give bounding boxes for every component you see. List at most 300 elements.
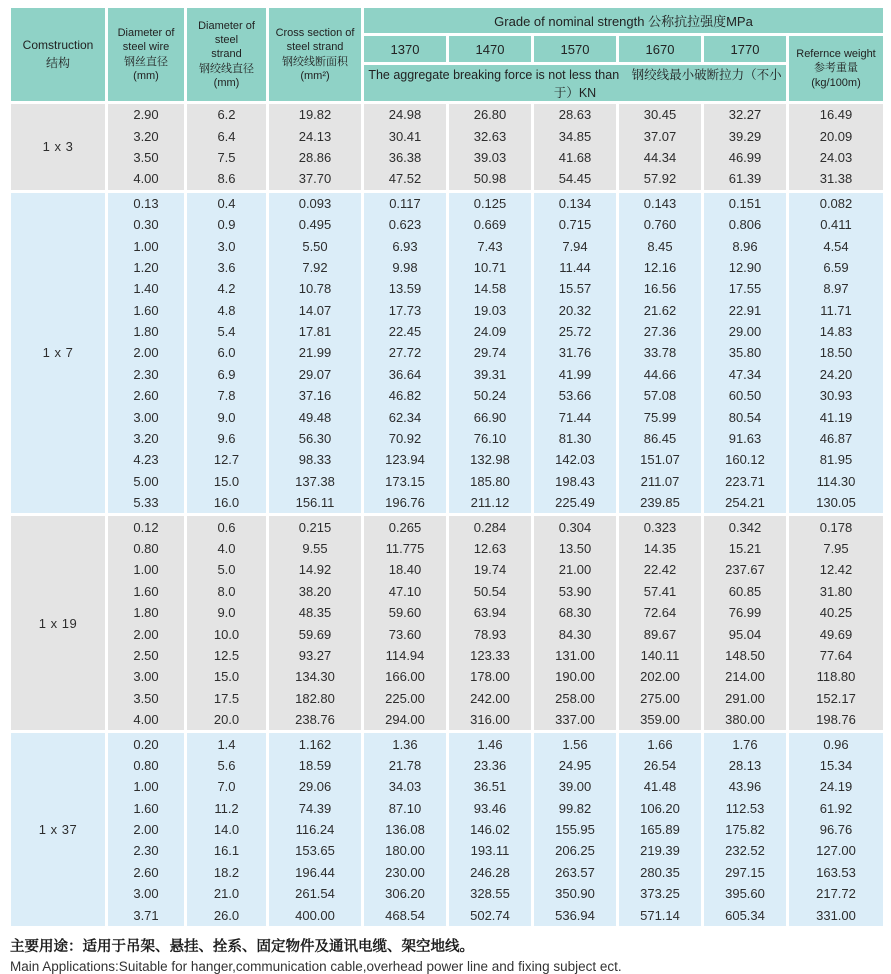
header-row-1 [10, 7, 885, 35]
value-cell: 6.0 [186, 342, 268, 363]
table-row [10, 538, 885, 559]
value-cell: 34.03 [363, 776, 448, 797]
value-cell: 33.78 [618, 342, 703, 363]
value-cell: 14.83 [788, 321, 885, 342]
value-cell: 0.9 [186, 214, 268, 235]
value-cell: 10.78 [268, 278, 363, 299]
value-cell: 75.99 [618, 406, 703, 427]
value-cell: 24.95 [533, 755, 618, 776]
value-cell: 175.82 [703, 819, 788, 840]
value-cell: 95.04 [703, 623, 788, 644]
value-cell: 134.30 [268, 666, 363, 687]
table-header [10, 7, 885, 103]
value-cell: 60.85 [703, 581, 788, 602]
value-cell: 400.00 [268, 904, 363, 925]
value-cell: 114.30 [788, 471, 885, 492]
value-cell: 47.34 [703, 364, 788, 385]
value-cell: 24.03 [788, 147, 885, 168]
value-cell: 71.44 [533, 406, 618, 427]
header-grade-title: Grade of nominal strength 公称抗拉强度MPa [363, 7, 885, 35]
table-row [10, 191, 885, 214]
value-cell: 6.59 [788, 257, 885, 278]
value-cell: 8.97 [788, 278, 885, 299]
value-cell: 77.64 [788, 645, 885, 666]
main-applications-en: Main Applications:Suitable for hanger,communication cable,overhead power line and fixing subject ect. [10, 958, 622, 974]
value-cell: 142.03 [533, 449, 618, 470]
value-cell: 536.94 [533, 904, 618, 925]
table-row [10, 214, 885, 235]
value-cell: 5.4 [186, 321, 268, 342]
value-cell: 123.94 [363, 449, 448, 470]
value-cell: 3.00 [107, 406, 186, 427]
main-applications-zh: 主要用途：适用于吊架、悬挂、拴系、固定物件及通讯电缆、架空地线。 [10, 938, 474, 955]
table-row [10, 147, 885, 168]
value-cell: 112.53 [703, 798, 788, 819]
value-cell: 6.4 [186, 125, 268, 146]
value-cell: 21.99 [268, 342, 363, 363]
value-cell: 16.0 [186, 492, 268, 515]
value-cell: 1.66 [618, 732, 703, 755]
table-row [10, 904, 885, 925]
value-cell: 10.71 [448, 257, 533, 278]
value-cell: 22.45 [363, 321, 448, 342]
value-cell: 151.07 [618, 449, 703, 470]
value-cell: 18.50 [788, 342, 885, 363]
value-cell: 14.07 [268, 300, 363, 321]
header-cross-section: Cross section of steel strand 钢绞线断面积 (mm²) [268, 7, 363, 103]
value-cell: 17.81 [268, 321, 363, 342]
value-cell: 3.0 [186, 235, 268, 256]
value-cell: 15.34 [788, 755, 885, 776]
table-row [10, 300, 885, 321]
value-cell: 19.74 [448, 559, 533, 580]
table-row [10, 819, 885, 840]
value-cell: 10.0 [186, 623, 268, 644]
value-cell: 28.63 [533, 103, 618, 126]
value-cell: 53.90 [533, 581, 618, 602]
value-cell: 5.33 [107, 492, 186, 515]
table-row [10, 385, 885, 406]
value-cell: 84.30 [533, 623, 618, 644]
value-cell: 46.99 [703, 147, 788, 168]
value-cell: 54.45 [533, 168, 618, 191]
value-cell: 2.30 [107, 840, 186, 861]
value-cell: 306.20 [363, 883, 448, 904]
table-row [10, 235, 885, 256]
value-cell: 17.73 [363, 300, 448, 321]
value-cell: 7.0 [186, 776, 268, 797]
value-cell: 214.00 [703, 666, 788, 687]
value-cell: 316.00 [448, 709, 533, 732]
value-cell: 19.03 [448, 300, 533, 321]
value-cell: 1.80 [107, 602, 186, 623]
value-cell: 238.76 [268, 709, 363, 732]
value-cell: 0.495 [268, 214, 363, 235]
value-cell: 21.78 [363, 755, 448, 776]
value-cell: 73.60 [363, 623, 448, 644]
value-cell: 198.76 [788, 709, 885, 732]
value-cell: 1.60 [107, 300, 186, 321]
value-cell: 196.44 [268, 862, 363, 883]
value-cell: 4.00 [107, 168, 186, 191]
value-cell: 93.46 [448, 798, 533, 819]
value-cell: 8.45 [618, 235, 703, 256]
value-cell: 263.57 [533, 862, 618, 883]
value-cell: 571.14 [618, 904, 703, 925]
table-row [10, 862, 885, 883]
value-cell: 12.5 [186, 645, 268, 666]
construction-group-label: 1 x 37 [10, 732, 107, 926]
value-cell: 140.11 [618, 645, 703, 666]
value-cell: 350.90 [533, 883, 618, 904]
value-cell: 5.0 [186, 559, 268, 580]
value-cell: 18.2 [186, 862, 268, 883]
header-reference-weight: Refernce weight 参考重量 (kg/100m) [788, 35, 885, 103]
value-cell: 9.55 [268, 538, 363, 559]
table-row [10, 342, 885, 363]
value-cell: 0.178 [788, 515, 885, 538]
value-cell: 22.91 [703, 300, 788, 321]
table-row [10, 776, 885, 797]
value-cell: 1.80 [107, 321, 186, 342]
value-cell: 0.265 [363, 515, 448, 538]
value-cell: 63.94 [448, 602, 533, 623]
value-cell: 211.07 [618, 471, 703, 492]
value-cell: 0.093 [268, 191, 363, 214]
value-cell: 11.71 [788, 300, 885, 321]
construction-group-label: 1 x 3 [10, 103, 107, 192]
value-cell: 131.00 [533, 645, 618, 666]
table-row [10, 406, 885, 427]
value-cell: 68.30 [533, 602, 618, 623]
value-cell: 1.4 [186, 732, 268, 755]
value-cell: 7.92 [268, 257, 363, 278]
value-cell: 165.89 [618, 819, 703, 840]
table-row [10, 581, 885, 602]
value-cell: 31.76 [533, 342, 618, 363]
value-cell: 19.82 [268, 103, 363, 126]
value-cell: 123.33 [448, 645, 533, 666]
table-body [10, 103, 885, 926]
value-cell: 41.99 [533, 364, 618, 385]
value-cell: 39.31 [448, 364, 533, 385]
value-cell: 359.00 [618, 709, 703, 732]
value-cell: 373.25 [618, 883, 703, 904]
value-cell: 395.60 [703, 883, 788, 904]
value-cell: 20.32 [533, 300, 618, 321]
value-cell: 46.82 [363, 385, 448, 406]
value-cell: 26.0 [186, 904, 268, 925]
value-cell: 41.19 [788, 406, 885, 427]
value-cell: 3.20 [107, 125, 186, 146]
value-cell: 12.42 [788, 559, 885, 580]
value-cell: 29.07 [268, 364, 363, 385]
value-cell: 28.86 [268, 147, 363, 168]
value-cell: 37.16 [268, 385, 363, 406]
value-cell: 331.00 [788, 904, 885, 925]
value-cell: 1.56 [533, 732, 618, 755]
value-cell: 6.2 [186, 103, 268, 126]
value-cell: 32.63 [448, 125, 533, 146]
value-cell: 0.143 [618, 191, 703, 214]
table-row [10, 709, 885, 732]
value-cell: 0.342 [703, 515, 788, 538]
table-row [10, 364, 885, 385]
value-cell: 36.51 [448, 776, 533, 797]
value-cell: 280.35 [618, 862, 703, 883]
value-cell: 114.94 [363, 645, 448, 666]
table-row [10, 168, 885, 191]
value-cell: 93.27 [268, 645, 363, 666]
value-cell: 2.30 [107, 364, 186, 385]
table-row [10, 321, 885, 342]
value-cell: 91.63 [703, 428, 788, 449]
value-cell: 0.80 [107, 538, 186, 559]
value-cell: 50.54 [448, 581, 533, 602]
value-cell: 96.76 [788, 819, 885, 840]
table-row [10, 666, 885, 687]
value-cell: 3.50 [107, 147, 186, 168]
value-cell: 178.00 [448, 666, 533, 687]
value-cell: 0.323 [618, 515, 703, 538]
value-cell: 130.05 [788, 492, 885, 515]
value-cell: 0.96 [788, 732, 885, 755]
value-cell: 1.00 [107, 776, 186, 797]
table-row [10, 883, 885, 904]
value-cell: 0.715 [533, 214, 618, 235]
value-cell: 20.0 [186, 709, 268, 732]
value-cell: 217.72 [788, 883, 885, 904]
value-cell: 225.00 [363, 688, 448, 709]
value-cell: 1.40 [107, 278, 186, 299]
value-cell: 173.15 [363, 471, 448, 492]
value-cell: 3.00 [107, 666, 186, 687]
value-cell: 0.80 [107, 755, 186, 776]
value-cell: 49.48 [268, 406, 363, 427]
construction-group-label: 1 x 19 [10, 515, 107, 732]
value-cell: 56.30 [268, 428, 363, 449]
value-cell: 242.00 [448, 688, 533, 709]
value-cell: 1.60 [107, 581, 186, 602]
value-cell: 59.60 [363, 602, 448, 623]
value-cell: 7.5 [186, 147, 268, 168]
value-cell: 29.06 [268, 776, 363, 797]
value-cell: 34.85 [533, 125, 618, 146]
table-row [10, 602, 885, 623]
value-cell: 291.00 [703, 688, 788, 709]
value-cell: 163.53 [788, 862, 885, 883]
value-cell: 1.00 [107, 235, 186, 256]
value-cell: 0.151 [703, 191, 788, 214]
value-cell: 468.54 [363, 904, 448, 925]
value-cell: 30.93 [788, 385, 885, 406]
table-row [10, 688, 885, 709]
table-row [10, 125, 885, 146]
value-cell: 36.64 [363, 364, 448, 385]
value-cell: 254.21 [703, 492, 788, 515]
value-cell: 152.17 [788, 688, 885, 709]
value-cell: 502.74 [448, 904, 533, 925]
table-row [10, 623, 885, 644]
table-row [10, 515, 885, 538]
table-row [10, 559, 885, 580]
value-cell: 47.10 [363, 581, 448, 602]
value-cell: 39.03 [448, 147, 533, 168]
value-cell: 4.0 [186, 538, 268, 559]
table-row [10, 755, 885, 776]
value-cell: 202.00 [618, 666, 703, 687]
value-cell: 198.43 [533, 471, 618, 492]
value-cell: 2.90 [107, 103, 186, 126]
header-strand-diameter: Diameter of steel strand 钢绞线直径 (mm) [186, 7, 268, 103]
value-cell: 87.10 [363, 798, 448, 819]
value-cell: 185.80 [448, 471, 533, 492]
value-cell: 196.76 [363, 492, 448, 515]
value-cell: 3.6 [186, 257, 268, 278]
value-cell: 18.40 [363, 559, 448, 580]
value-cell: 232.52 [703, 840, 788, 861]
value-cell: 44.34 [618, 147, 703, 168]
value-cell: 23.36 [448, 755, 533, 776]
value-cell: 37.07 [618, 125, 703, 146]
value-cell: 61.92 [788, 798, 885, 819]
value-cell: 50.24 [448, 385, 533, 406]
value-cell: 297.15 [703, 862, 788, 883]
value-cell: 337.00 [533, 709, 618, 732]
value-cell: 5.6 [186, 755, 268, 776]
value-cell: 8.96 [703, 235, 788, 256]
value-cell: 8.6 [186, 168, 268, 191]
value-cell: 70.92 [363, 428, 448, 449]
value-cell: 2.00 [107, 342, 186, 363]
value-cell: 39.29 [703, 125, 788, 146]
value-cell: 6.9 [186, 364, 268, 385]
value-cell: 46.87 [788, 428, 885, 449]
value-cell: 0.20 [107, 732, 186, 755]
value-cell: 9.0 [186, 602, 268, 623]
value-cell: 148.50 [703, 645, 788, 666]
value-cell: 74.39 [268, 798, 363, 819]
value-cell: 43.96 [703, 776, 788, 797]
value-cell: 98.33 [268, 449, 363, 470]
value-cell: 14.0 [186, 819, 268, 840]
value-cell: 2.00 [107, 623, 186, 644]
value-cell: 57.92 [618, 168, 703, 191]
value-cell: 18.59 [268, 755, 363, 776]
value-cell: 4.8 [186, 300, 268, 321]
value-cell: 86.45 [618, 428, 703, 449]
value-cell: 1.60 [107, 798, 186, 819]
value-cell: 24.09 [448, 321, 533, 342]
table-row [10, 492, 885, 515]
value-cell: 0.082 [788, 191, 885, 214]
value-cell: 32.27 [703, 103, 788, 126]
value-cell: 156.11 [268, 492, 363, 515]
header-grade-1370: 1370 [363, 35, 448, 64]
value-cell: 39.00 [533, 776, 618, 797]
table-row [10, 732, 885, 755]
value-cell: 3.00 [107, 883, 186, 904]
value-cell: 14.92 [268, 559, 363, 580]
value-cell: 29.74 [448, 342, 533, 363]
value-cell: 261.54 [268, 883, 363, 904]
value-cell: 0.125 [448, 191, 533, 214]
value-cell: 136.08 [363, 819, 448, 840]
value-cell: 294.00 [363, 709, 448, 732]
table-row [10, 257, 885, 278]
value-cell: 7.43 [448, 235, 533, 256]
value-cell: 275.00 [618, 688, 703, 709]
value-cell: 24.20 [788, 364, 885, 385]
value-cell: 0.304 [533, 515, 618, 538]
header-construction: Comstruction 结构 [10, 7, 107, 103]
table-row [10, 449, 885, 470]
value-cell: 24.13 [268, 125, 363, 146]
value-cell: 132.98 [448, 449, 533, 470]
value-cell: 7.95 [788, 538, 885, 559]
value-cell: 16.1 [186, 840, 268, 861]
value-cell: 24.19 [788, 776, 885, 797]
value-cell: 9.6 [186, 428, 268, 449]
value-cell: 49.69 [788, 623, 885, 644]
value-cell: 206.25 [533, 840, 618, 861]
value-cell: 230.00 [363, 862, 448, 883]
table-row [10, 428, 885, 449]
value-cell: 21.0 [186, 883, 268, 904]
value-cell: 0.12 [107, 515, 186, 538]
value-cell: 15.0 [186, 471, 268, 492]
value-cell: 31.38 [788, 168, 885, 191]
value-cell: 219.39 [618, 840, 703, 861]
value-cell: 25.72 [533, 321, 618, 342]
value-cell: 81.30 [533, 428, 618, 449]
value-cell: 15.0 [186, 666, 268, 687]
value-cell: 225.49 [533, 492, 618, 515]
value-cell: 1.36 [363, 732, 448, 755]
value-cell: 9.0 [186, 406, 268, 427]
table-row [10, 840, 885, 861]
value-cell: 237.67 [703, 559, 788, 580]
value-cell: 59.69 [268, 623, 363, 644]
value-cell: 27.72 [363, 342, 448, 363]
value-cell: 0.284 [448, 515, 533, 538]
value-cell: 258.00 [533, 688, 618, 709]
value-cell: 21.00 [533, 559, 618, 580]
value-cell: 29.00 [703, 321, 788, 342]
value-cell: 37.70 [268, 168, 363, 191]
value-cell: 193.11 [448, 840, 533, 861]
value-cell: 89.67 [618, 623, 703, 644]
value-cell: 78.93 [448, 623, 533, 644]
value-cell: 72.64 [618, 602, 703, 623]
value-cell: 180.00 [363, 840, 448, 861]
table-row [10, 278, 885, 299]
value-cell: 4.2 [186, 278, 268, 299]
table-row [10, 471, 885, 492]
value-cell: 11.2 [186, 798, 268, 819]
header-grade-1770: 1770 [703, 35, 788, 64]
value-cell: 12.63 [448, 538, 533, 559]
value-cell: 81.95 [788, 449, 885, 470]
value-cell: 80.54 [703, 406, 788, 427]
value-cell: 1.46 [448, 732, 533, 755]
value-cell: 605.34 [703, 904, 788, 925]
value-cell: 155.95 [533, 819, 618, 840]
header-grade-1570: 1570 [533, 35, 618, 64]
value-cell: 47.52 [363, 168, 448, 191]
header-grade-1470: 1470 [448, 35, 533, 64]
value-cell: 116.24 [268, 819, 363, 840]
